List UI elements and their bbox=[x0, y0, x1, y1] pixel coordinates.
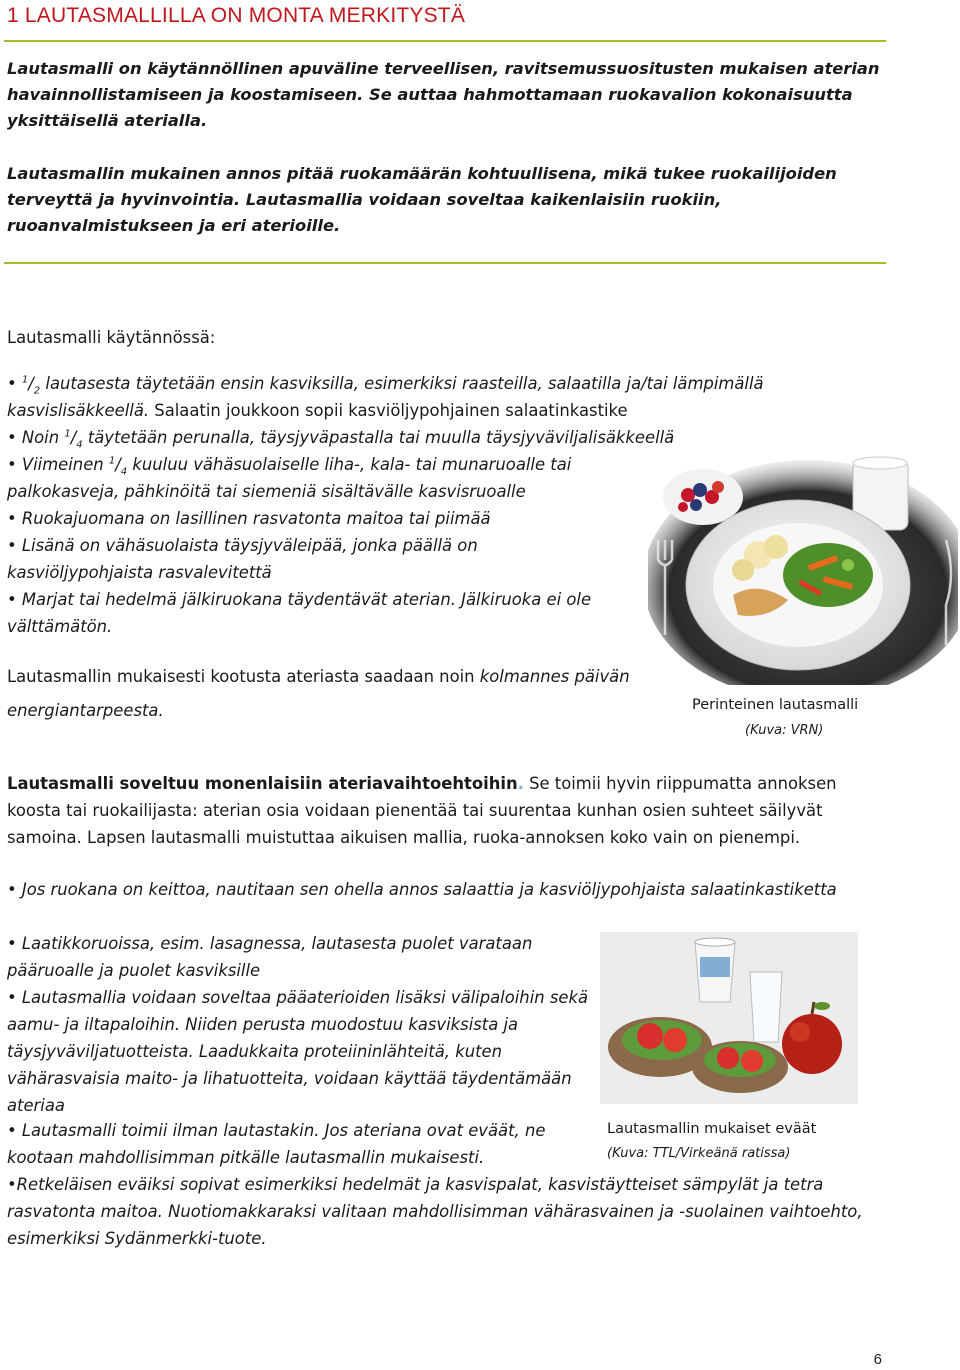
list2-item-2: • Laatikkoruoissa, esim. lasagnessa, lautasesta puolet varataan pääruoalle ja puolet kasviksille bbox=[7, 934, 533, 980]
bullet-1-italic: lautasesta täytetään ensin kasviksilla, esimerkiksi raasteilla, salaatilla ja/tai lämpimällä kasvislisäkkeellä. bbox=[7, 374, 764, 420]
list2-item-4: • Lautasmalli toimii ilman lautastakin. Jos ateriana ovat eväät, ne kootaan mahdollisimman pitkälle lautasmallin mukaisesti. bbox=[7, 1121, 546, 1167]
intro-paragraph-1: Lautasmalli on käytännöllinen apuväline terveellisen, ravitsemussuositusten mukaisen aterian havainnollistamiseen ja koostamiseen. Se auttaa hahmottamaan ruokavalion kokonaisuutta yksittäisellä aterialla. bbox=[7, 59, 880, 130]
page-number: 6 bbox=[873, 1351, 882, 1368]
plate-caption-title: Perinteinen lautasmalli bbox=[692, 697, 859, 713]
list2-item-1: • Jos ruokana on keittoa, nautitaan sen ohella annos salaattia ja kasviöljypohjaista salaatinkastiketta bbox=[7, 880, 837, 899]
practice-bullet-1: • $^1/_2$ lautasesta täytetään ensin kasviksilla, esimerkiksi raasteilla, salaatilla ja/tai lämpimällä kasvislisäkkeellä. Salaatin joukkoon sopii kasviöljypohjainen salaatinkastike bbox=[7, 374, 764, 420]
bullet-3-text: kuuluu vähäsuolaiselle liha-, kala- tai munaruoalle tai palkokasveja, pähkinöitä tai siemeniä sisältävälle kasvisruoalle bbox=[7, 455, 572, 501]
variants-dot: . bbox=[517, 774, 524, 793]
practice-bullet-5: • Lisänä on vähäsuolaista täysjyväleipää, jonka päällä on kasviöljypohjaista rasvalevitettä bbox=[7, 536, 478, 582]
heading-rule bbox=[4, 40, 886, 42]
variants-bold: Lautasmalli soveltuu monenlaisiin ateriavaihtoehtoihin bbox=[7, 774, 518, 793]
bullet-2-prefix: • Noin bbox=[7, 428, 60, 447]
fraction-denominator: 4 bbox=[76, 439, 83, 451]
plate-caption-credit: (Kuva: VRN) bbox=[745, 723, 824, 738]
energy-statement bbox=[7, 660, 657, 728]
practice-bullet-6: • Marjat tai hedelmä jälkiruokana täydentävät aterian. Jälkiruoka ei ole välttämätön. bbox=[7, 590, 592, 636]
list2-item-5: •Retkeläisen eväiksi sopivat esimerkiksi hedelmät ja kasvispalat, kasvistäytteiset sämpylät ja tetra rasvatonta maitoa. Nuotiomakkaraksi valitaan mahdollisimman vähärasvainen ja -suolainen vaihtoehto, esimerkiksi Sydänmerkki-tuote. bbox=[7, 1175, 863, 1248]
plate-model-photo bbox=[648, 455, 958, 685]
practice-bullet-2: • Noin $^1/_4$ täytetään perunalla, täysjyväpastalla tai muulla täysjyväviljalisäkkeellä bbox=[7, 428, 675, 451]
practice-title: Lautasmalli käytännössä: bbox=[7, 328, 216, 347]
intro-rule bbox=[4, 262, 886, 264]
lunch-caption-title: Lautasmallin mukaiset eväät bbox=[607, 1121, 817, 1137]
bullet-mark: • bbox=[7, 374, 17, 393]
list2-item-3: • Lautasmallia voidaan soveltaa pääaterioiden lisäksi välipaloihin sekä aamu- ja iltapaloihin. Niiden perusta muodostuu kasviksista ja täysjyväviljatuotteista. Laadukkaita proteiininlähteitä, kuten vähärasvaisia maito- ja lihatuotteita, voidaan käyttää täydentämään ateriaa bbox=[7, 988, 589, 1115]
fraction-numerator: 1 bbox=[21, 374, 29, 386]
packed-lunch-photo bbox=[600, 932, 858, 1104]
bullet-1-normal: Salaatin joukkoon sopii kasviöljypohjainen salaatinkastike bbox=[154, 401, 628, 420]
variants-rest: Se toimii hyvin riippumatta annoksen koosta tai ruokailijasta: aterian osia voidaan pienentää tai suurentaa kunhan osien suhteet säilyvät samoina. Lapsen lautasmalli muistuttaa aikuisen mallia, ruoka-annoksen koko vain on pienempi. bbox=[7, 774, 837, 847]
packed-lunch-image bbox=[600, 932, 858, 1104]
practice-bullet-4: • Ruokajuomana on lasillinen rasvatonta maitoa tai piimää bbox=[7, 509, 491, 528]
lunch-caption-credit: (Kuva: TTL/Virkeänä ratissa) bbox=[607, 1146, 791, 1161]
plate-model-image bbox=[648, 455, 958, 685]
practice-bullet-3: • Viimeinen $^1/_4$ kuuluu vähäsuolaiselle liha-, kala- tai munaruoalle tai palkokasveja, pähkinöitä tai siemeniä sisältävälle kasvisruoalle bbox=[7, 455, 572, 501]
energy-text: Lautasmallin mukaisesti kootusta ateriasta saadaan noin bbox=[7, 667, 475, 686]
fraction-numerator: 1 bbox=[64, 428, 71, 440]
variants-paragraph bbox=[7, 770, 882, 851]
energy-italic: kolmannes päivän energiantarpeesta. bbox=[7, 667, 630, 720]
bullet-3-prefix: • Viimeinen bbox=[7, 455, 104, 474]
bullet-2-text: täytetään perunalla, täysjyväpastalla tai muulla täysjyväviljalisäkkeellä bbox=[87, 428, 675, 447]
intro-paragraph-2: Lautasmallin mukainen annos pitää ruokamäärän kohtuullisena, mikä tukee ruokailijoiden terveyttä ja hyvinvointia. Lautasmallia voidaan soveltaa kaikenlaisiin ruokiin, ruoanvalmistukseen ja eri aterioille. bbox=[7, 164, 837, 235]
fraction-numerator: 1 bbox=[108, 455, 116, 467]
fraction-denominator: 2 bbox=[33, 385, 41, 397]
fraction-denominator: 4 bbox=[120, 466, 128, 478]
page-heading: 1 LAUTASMALLILLA ON MONTA MERKITYSTÄ bbox=[7, 4, 466, 27]
